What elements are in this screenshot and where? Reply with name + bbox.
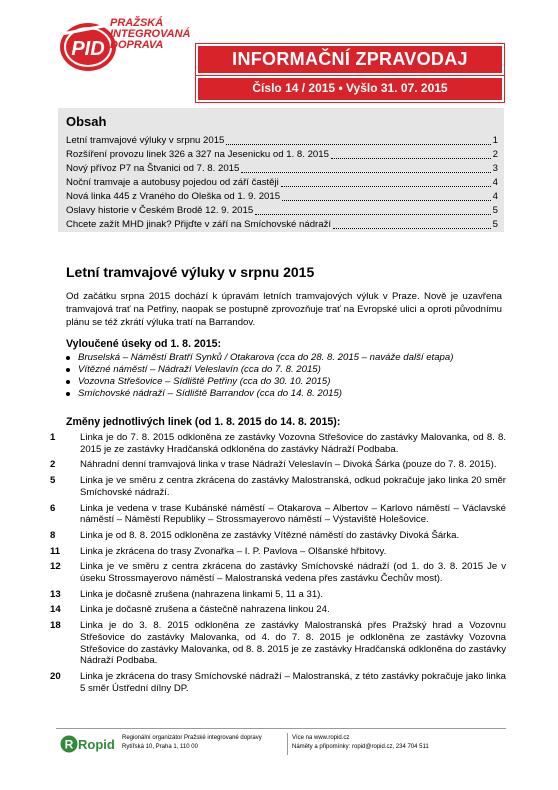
toc-leader-dots [282,200,491,201]
line-change-item [50,459,506,471]
toc-item[interactable] [66,218,498,232]
toc-item-title: Oslavy historie v Českém Brodě 12. 9. 2015 [66,205,254,216]
line-number: 11 [50,545,61,557]
footer-separator [287,733,288,755]
toc-item-page: 4 [492,191,498,202]
closure-item [66,388,506,400]
issue-banner [196,76,504,102]
line-change-text: Linka je dočasně zrušena a částečně nahrazena linkou 24. [80,604,330,616]
bullet-icon [66,368,70,372]
svg-text:R: R [64,737,74,752]
brand-name [110,18,190,51]
line-change-text: Linka je dočasně zrušena (nahrazena linkami 5, 11 a 31). [80,588,324,600]
article-intro: Od začátku srpna 2015 dochází k úpravám letních tramvajových výluk v Praze. Nově je uzavřena tramvajová trať na Petřiny, naopak se postupně zprovozňuje trať na Evropské ulici a oproti původnímu plánu se též zkrátí výluka tratí na Barrandov. [66,291,502,328]
toc-leader-dots [331,158,491,159]
toc-leader-dots [255,214,490,215]
footer-organizer [122,734,262,752]
toc-item-page: 5 [492,219,498,230]
closures-heading: Vyloučené úseky od 1. 8. 2015: [66,338,222,350]
page-title: INFORMAČNÍ ZPRAVODAJ [232,49,468,69]
line-number: 6 [50,502,56,514]
toc-item-page: 2 [492,149,498,160]
line-changes-list [50,432,506,698]
line-number: 14 [50,604,61,616]
changes-heading: Změny jednotlivých linek (od 1. 8. 2015 do 14. 8. 2015): [66,416,341,428]
bullet-icon [66,392,70,396]
toc-leader-dots [226,144,490,145]
closure-item [66,352,506,364]
footer-contact [292,734,429,752]
line-number: 5 [50,475,56,487]
footer-divider [56,728,506,729]
line-number: 12 [50,561,61,573]
issue-info: Číslo 14 / 2015 • Vyšlo 31. 07. 2015 [252,81,448,95]
line-number: 1 [50,432,56,443]
toc-leader-dots [241,172,490,173]
line-change-text: Linka je ve směru z centra zkrácena do zastávky Malostranská, odkud pokračuje jako linka 20 směr Smíchovské nádraží. [80,475,506,498]
toc-item-title: Nový přívoz P7 na Štvanici od 7. 8. 2015 [66,163,240,174]
line-change-item [50,475,506,498]
toc-item-title: Rozšíření provozu linek 326 a 327 na Jesenicku od 1. 8. 2015 [66,149,329,160]
line-change-text: Linka je do 3. 8. 2015 odkloněna ze zastávky Malostranská přes Pražský hrad a Vozovnu Střešovice do zastávky Malovanka, od 4. do 7. 8. 2015 je odkloněna ze zastávky Vozovna Střešovice do zastávky Malovanka, od 8. 8. 2015 je ze zastávky Hradčanská odkloněna do zastávky Nádraží Podbaba. [80,620,506,667]
line-number: 8 [50,529,56,541]
toc-leader-dots [333,228,491,229]
toc-list [66,134,498,232]
line-number: 20 [50,670,61,682]
toc-item-page: 5 [492,205,498,216]
closure-item [66,364,506,376]
address-text: Rytířská 10, Praha 1, 110 00 [122,744,198,750]
closure-text: Vítězné náměstí – Nádraží Veleslavín (cca do 7. 8. 2015) [78,364,321,375]
closure-text: Vozovna Střešovice – Sídliště Petřiny (cca do 30. 10. 2015) [78,376,331,387]
toc-leader-dots [281,186,491,187]
toc-item-title: Chcete zažít MHD jinak? Přijďte v září na Smíchovské nádraží [66,219,332,230]
closures-list [66,352,506,400]
bullet-icon [66,380,70,384]
line-change-item [50,432,506,455]
toc-item-page: 4 [492,177,498,188]
toc-item-page: 3 [492,163,498,174]
line-change-item [50,589,506,601]
table-of-contents [58,108,504,232]
closure-text: Smíchovské nádraží – Sídliště Barrandov (cca do 14. 8. 2015) [78,388,342,399]
toc-item[interactable] [66,148,498,162]
organizer-text: Regionální organizátor Pražské integrované dopravy [122,735,262,741]
line-number: 13 [50,588,61,600]
brand-line: DOPRAVA [110,39,164,51]
line-change-text: Linka je od 8. 8. 2015 odkloněna ze zastávky Vítězné náměstí do zastávky Divoká Šárka. [80,529,460,541]
footer [56,731,506,757]
toc-item-page: 1 [492,135,498,146]
ropid-logo [60,734,118,759]
line-change-item [50,503,506,526]
line-change-text: Náhradní denní tramvajová linka v trase Nádraží Veleslavín – Divoká Šárka (pouze do 7. 8. 2015). [80,459,497,471]
line-number: 18 [50,620,61,632]
line-change-item [50,561,506,584]
website-link[interactable]: Více na www.ropid.cz [292,735,350,741]
title-banner [196,44,504,75]
line-change-item [50,671,506,694]
toc-item-title: Letní tramvajové výluky v srpnu 2015 [66,135,225,146]
bullet-icon [66,356,70,360]
toc-heading: Obsah [66,114,107,129]
line-change-item [50,604,506,616]
line-change-item [50,546,506,558]
article-title: Letní tramvajové výluky v srpnu 2015 [66,264,315,280]
line-change-text: Linka je ve směru z centra zkrácena do zastávky Smíchovské nádraží (od 1. do 3. 8. 2015 Je v úseku Strossmayerovo náměstí – Malostranská vedena přes zastávku Čechův most). [80,561,506,585]
toc-item[interactable] [66,162,498,176]
toc-item[interactable] [66,190,498,204]
brand-line: INTEGROVANÁ [110,28,191,40]
toc-item[interactable] [66,204,498,218]
line-change-item [50,530,506,542]
closure-item [66,376,506,388]
pid-logo [58,20,118,72]
line-change-text: Linka je zkrácena do trasy Smíchovské nádraží – Malostranská, z této zastávky pokračuje jako linka 5 směr Ústřední dílny DP. [80,670,506,694]
toc-item[interactable] [66,134,498,148]
toc-item-title: Noční tramvaje a autobusy pojedou od září častěji [66,177,279,188]
contact-text[interactable]: Náměty a připomínky: ropid@ropid.cz, 234 704 511 [292,744,429,750]
line-change-text: Linka je vedena v trase Kubánské náměstí – Otakarova – Albertov – Karlovo náměstí – Václavské náměstí – Náměstí Republiky – Strossmayerovo náměstí – Výstaviště Holešovice. [80,502,506,526]
line-number: 2 [50,459,56,471]
line-change-item [50,620,506,667]
brand-line: PRAŽSKÁ [110,17,164,29]
toc-item[interactable] [66,176,498,190]
ropid-logo-text: Ropid [78,737,115,752]
closure-text: Bruselská – Náměstí Bratří Synků / Otakarova (cca do 28. 8. 2015 – naváže další etapa) [78,352,454,363]
line-change-text: Linka je zkrácena do trasy Zvonařka – I. P. Pavlova – Olšanské hřbitovy. [80,545,387,557]
line-change-text: Linka je do 7. 8. 2015 odkloněna ze zastávky Vozovna Střešovice do zastávky Malovanka, od 8. 8. 2015 je ze zastávky Hradčanská odkloněna do zastávky Nádraží Podbaba. [80,432,506,455]
logo-text: PID [71,38,105,60]
toc-item-title: Nová linka 445 z Vraného do Oleška od 1. 9. 2015 [66,191,281,202]
